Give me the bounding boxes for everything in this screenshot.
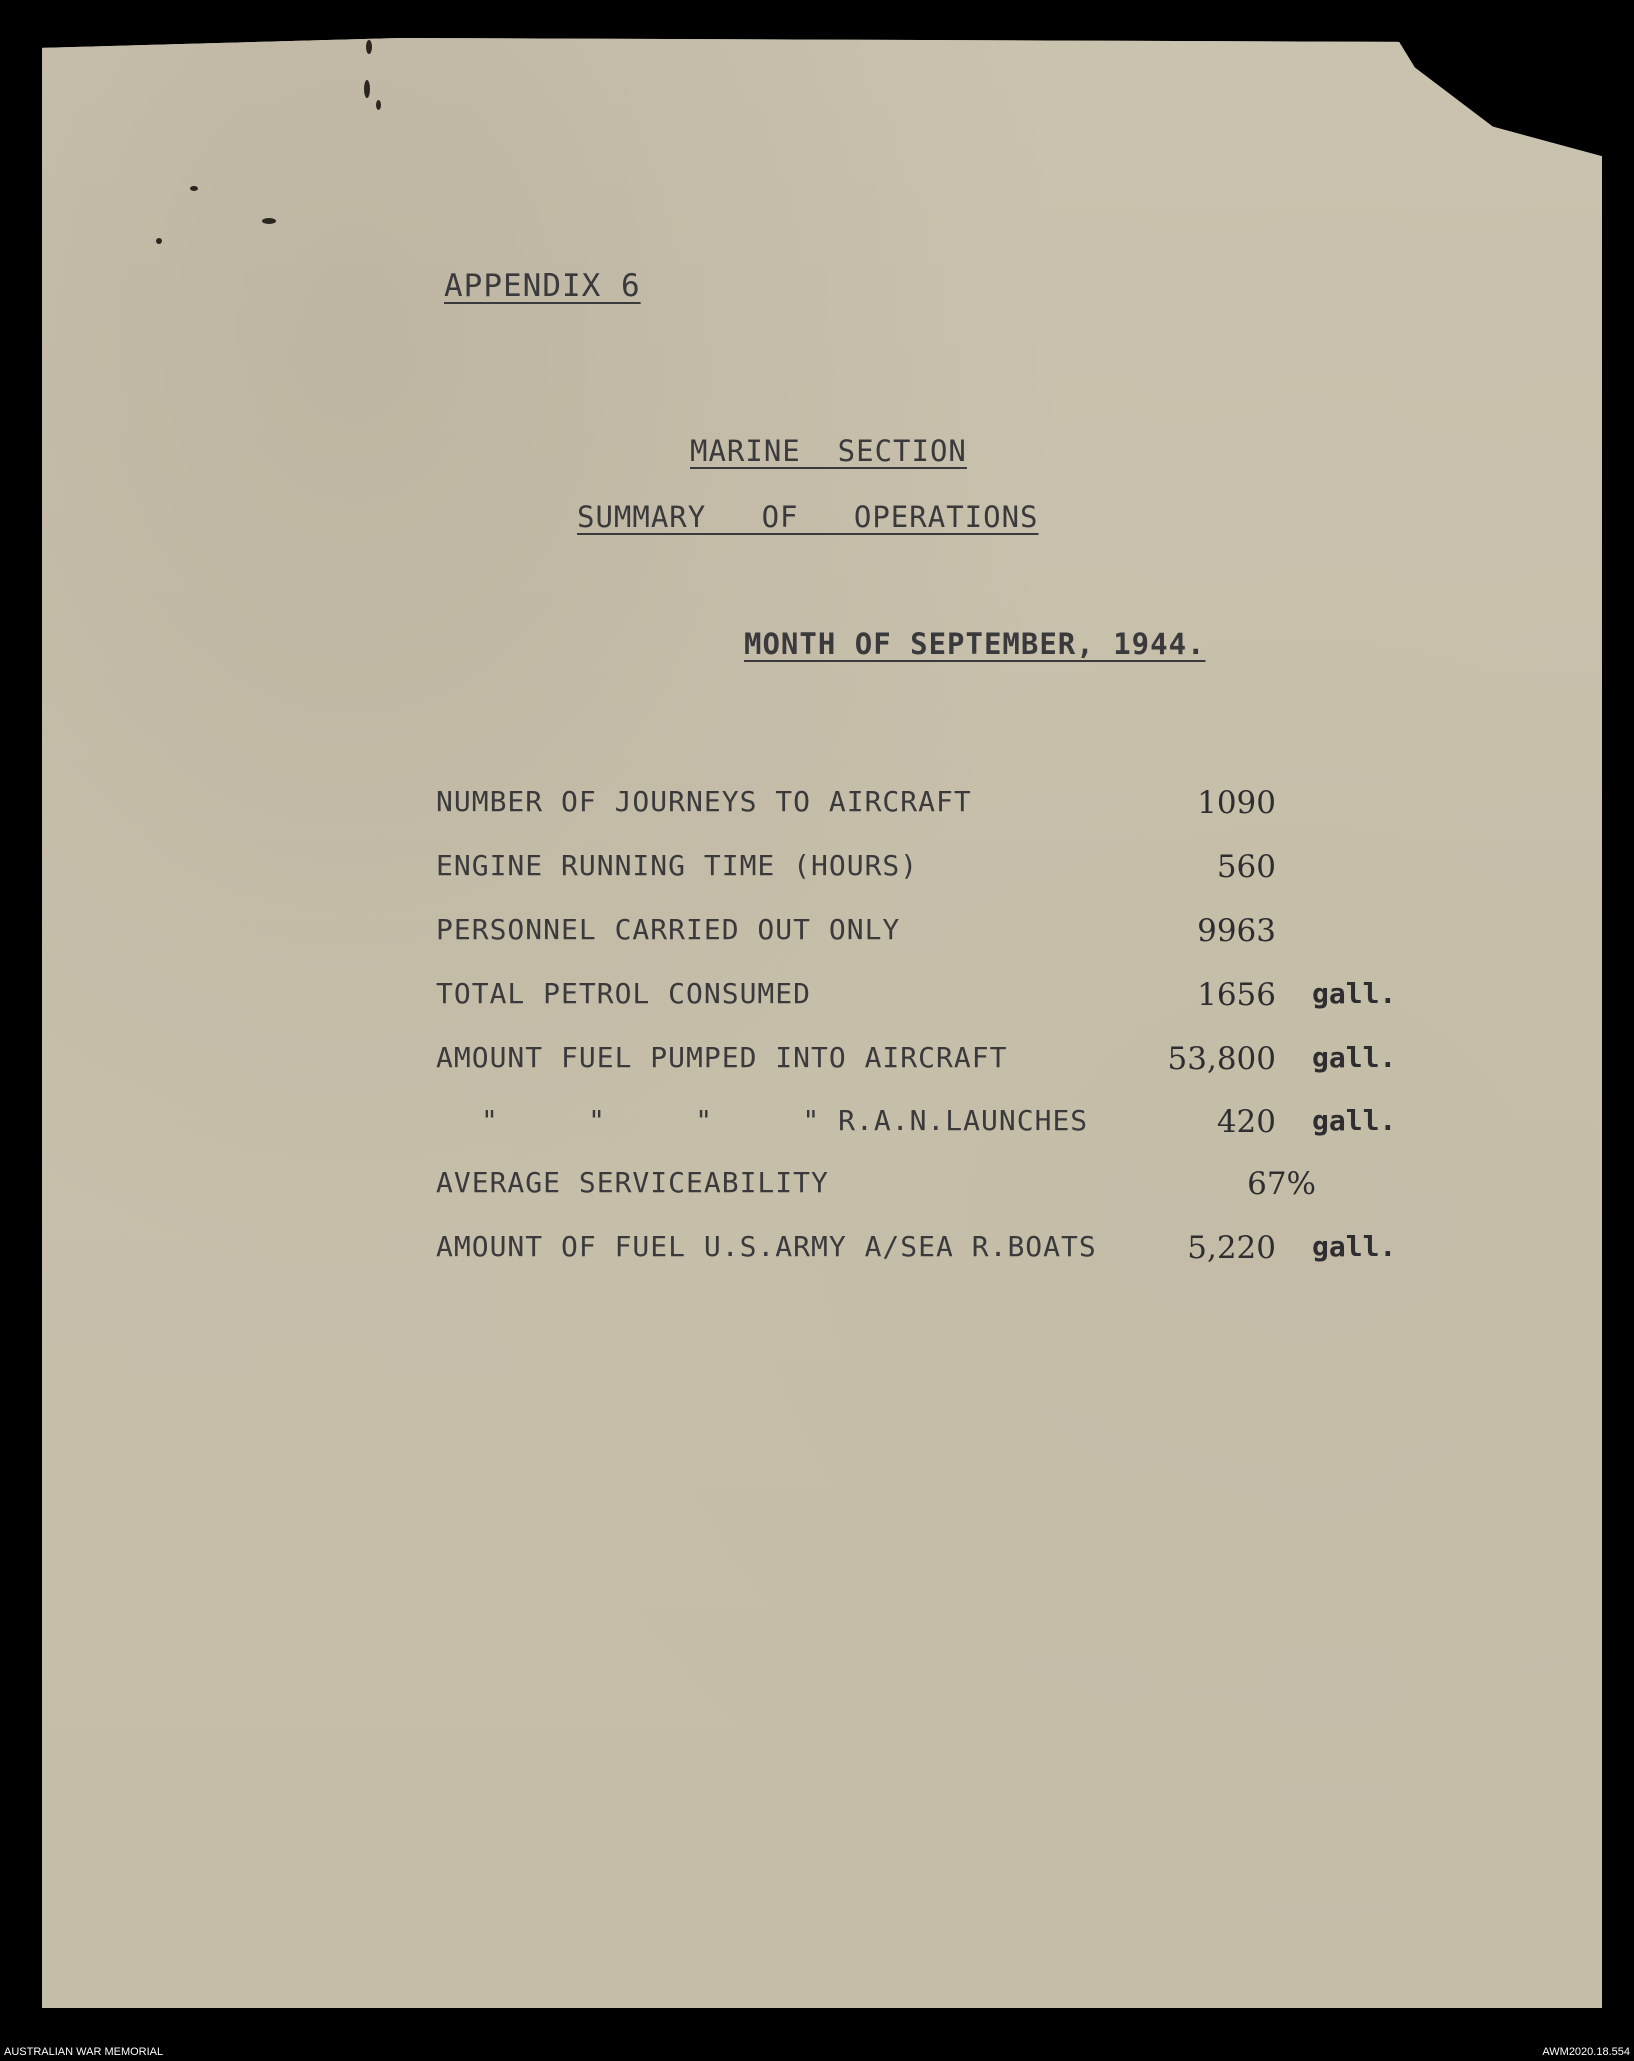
torn-hole-mark — [376, 100, 381, 110]
summary-row — [436, 1166, 1436, 1206]
torn-hole-mark — [366, 40, 372, 54]
row-label: ENGINE RUNNING TIME (HOURS) — [436, 849, 919, 882]
row-unit: gall. — [1312, 977, 1397, 1010]
summary-row — [436, 1104, 1436, 1144]
row-label: " " " " R.A.N.LAUNCHES — [481, 1104, 1089, 1137]
summary-row — [436, 1041, 1436, 1081]
row-value: 1656 — [1197, 977, 1276, 1013]
row-label: AVERAGE SERVICEABILITY — [436, 1166, 829, 1199]
row-value: 53,800 — [1167, 1041, 1276, 1077]
footer-credit: AUSTRALIAN WAR MEMORIAL — [4, 2046, 164, 2058]
row-label: TOTAL PETROL CONSUMED — [436, 977, 812, 1010]
summary-row — [436, 1230, 1436, 1270]
period-heading: MONTH OF SEPTEMBER, 1944. — [744, 627, 1206, 661]
row-label: PERSONNEL CARRIED OUT ONLY — [436, 913, 901, 946]
row-value: 67% — [1247, 1166, 1316, 1202]
row-value: 420 — [1216, 1104, 1276, 1140]
summary-title: SUMMARY OF OPERATIONS — [577, 500, 1039, 534]
row-value: 9963 — [1197, 913, 1276, 949]
row-unit: gall. — [1312, 1041, 1397, 1074]
summary-row — [436, 977, 1436, 1017]
row-unit: gall. — [1312, 1230, 1397, 1263]
row-label: AMOUNT FUEL PUMPED INTO AIRCRAFT — [436, 1041, 1008, 1074]
summary-row — [436, 849, 1436, 889]
summary-row — [436, 913, 1436, 953]
torn-hole-mark — [156, 238, 162, 244]
paper-sheet — [42, 38, 1602, 2008]
summary-row — [436, 785, 1436, 825]
torn-hole-mark — [364, 80, 370, 98]
row-value: 560 — [1216, 849, 1276, 885]
row-value: 5,220 — [1187, 1230, 1276, 1266]
row-unit: gall. — [1312, 1104, 1397, 1137]
row-label: AMOUNT OF FUEL U.S.ARMY A/SEA R.BOATS — [436, 1230, 1097, 1263]
row-label: NUMBER OF JOURNEYS TO AIRCRAFT — [436, 785, 972, 818]
row-value: 1090 — [1197, 785, 1276, 821]
footer-reference: AWM2020.18.554 — [1542, 2046, 1630, 2058]
appendix-heading: APPENDIX 6 — [444, 268, 641, 304]
torn-hole-mark — [190, 186, 198, 191]
torn-hole-mark — [262, 218, 276, 224]
section-title: MARINE SECTION — [690, 434, 967, 468]
